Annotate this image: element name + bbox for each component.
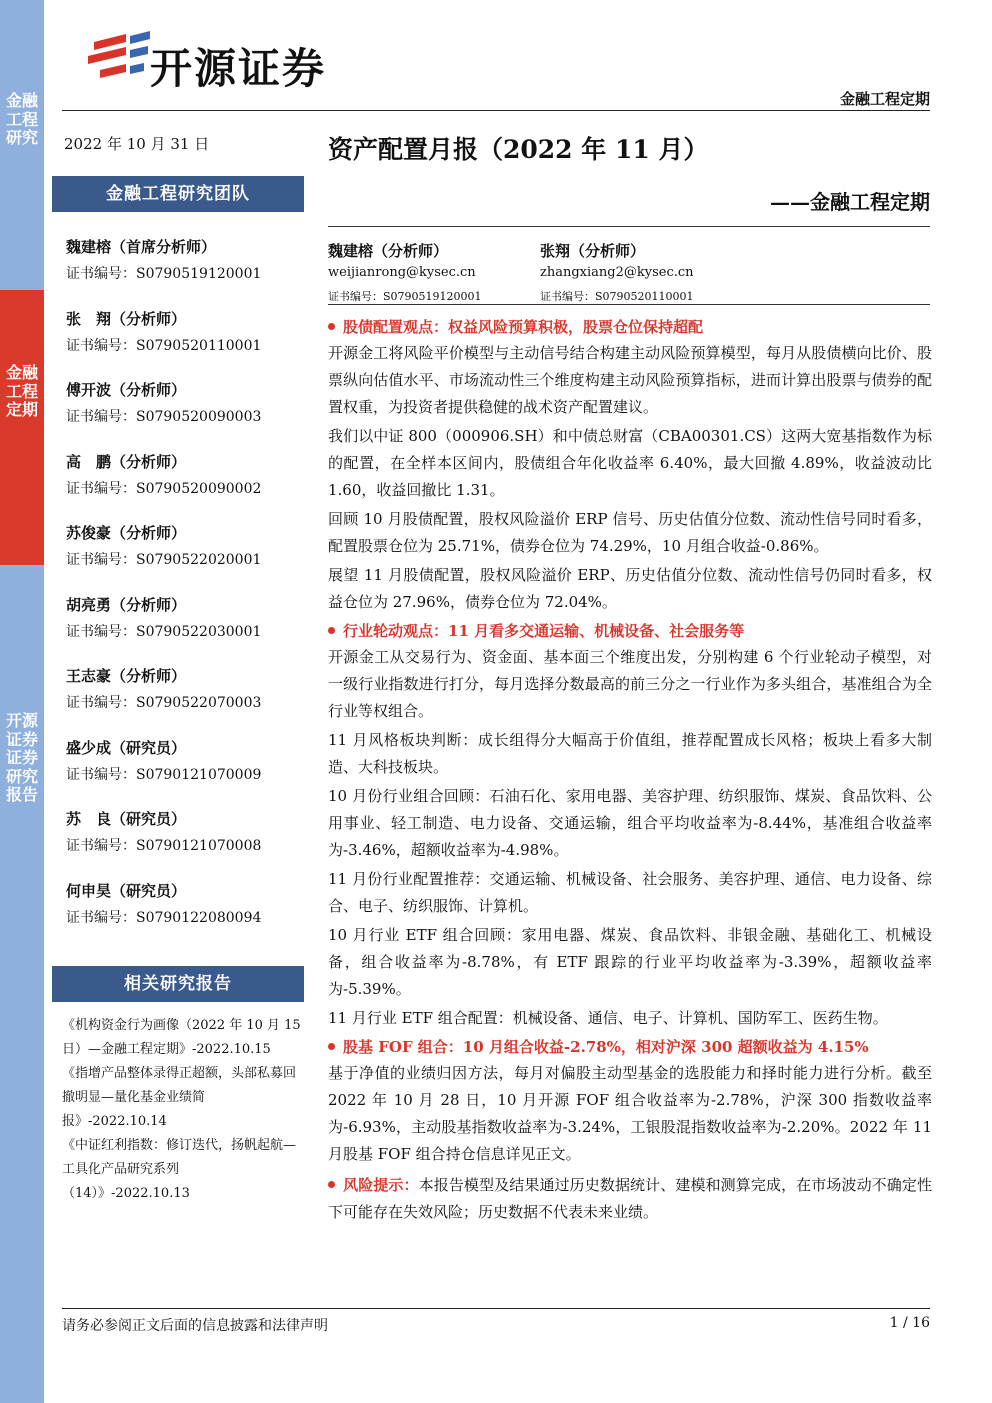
- team-member-cert: 证书编号：S0790520110001: [66, 337, 262, 354]
- bullet-icon: [328, 323, 335, 330]
- team-member-cert: 证书编号：S0790522070003: [66, 695, 262, 711]
- team-member-cert: 证书编号：S0790522030001: [66, 623, 262, 640]
- report-date: 2022 年 10 月 31 日: [64, 135, 210, 153]
- sidebar-mid-label: 金融工程定期: [5, 363, 38, 419]
- team-member-cert: 证书编号：S0790520090002: [66, 480, 262, 497]
- page-number: 1 / 16: [889, 1315, 930, 1331]
- section-paragraph: 我们以中证 800（000906.SH）和中债总财富（CBA00301.CS）这两大宽基指数作为标的配置，在全样本区间内，股债组合年化收益率 6.40%，最大回撤 4.89%，收益波动比 1.60，收益回撤比 1.31。: [328, 427, 932, 499]
- team-member-name: 张 翔（分析师）: [66, 309, 187, 328]
- author-divider: [328, 304, 930, 305]
- risk-label: 风险提示：: [343, 1176, 419, 1194]
- team-member-name: 傅开波（分析师）: [66, 381, 187, 399]
- sidebar-bottom-label: 开源证券 证券研究报告: [5, 711, 38, 804]
- section-paragraph: 10 月行业 ETF 组合回顾：家用电器、煤炭、食品饮料、非银金融、基础化工、机械设备，组合收益率为-8.78%，有 ETF 跟踪的行业平均收益率为-3.39%，超额收益率为-5.39%。: [328, 926, 932, 998]
- bullet-icon: [328, 627, 335, 634]
- author-email[interactable]: zhangxiang2@kysec.cn: [540, 265, 694, 280]
- risk-warning: [328, 1172, 932, 1226]
- section-paragraph: 10 月份行业组合回顾：石油石化、家用电器、美容护理、纺织服饰、煤炭、食品饮料、公用事业、轻工制造、电力设备、交通运输，组合平均收益率为-8.44%，基准组合收益率为-3.46%，超额收益率为-4.98%。: [328, 787, 932, 859]
- left-sidebar: [0, 0, 44, 1403]
- team-member-cert: 证书编号：S0790122080094: [66, 909, 262, 926]
- sidebar-top-label: 金融工程研究: [5, 91, 38, 147]
- section-paragraph: 11 月份行业配置推荐：交通运输、机械设备、社会服务、美容护理、通信、电力设备、综合、电子、纺织服饰、计算机。: [328, 870, 932, 915]
- bullet-icon: [328, 1181, 335, 1188]
- report-body: [328, 314, 932, 1226]
- team-member-name: 何申昊（研究员）: [66, 881, 187, 900]
- team-member-cert: 证书编号：S0790522020001: [66, 552, 262, 568]
- sidebar-red-segment: [0, 290, 44, 565]
- related-report-list: [62, 1014, 304, 1206]
- team-member-cert: 证书编号：S0790121070008: [66, 838, 262, 854]
- title-divider: [328, 226, 930, 227]
- related-report-item[interactable]: 《指增产品整体录得正超额，头部私募回撤明显—量化基金业绩简报》-2022.10.14: [62, 1066, 297, 1129]
- bullet-icon: [328, 1043, 335, 1050]
- section-paragraph: 开源金工将风险平价模型与主动信号结合构建主动风险预算模型，每月从股债横向比价、股票纵向估值水平、市场流动性三个维度构建主动风险预算指标，进而计算出股票与债券的配置权重，为投资者提供稳健的战术资产配置建议。: [328, 344, 932, 416]
- team-member-cert: 证书编号：S0790519120001: [66, 266, 262, 282]
- author-cert: 证书编号：S0790520110001: [540, 290, 694, 303]
- team-member-name: 盛少成（研究员）: [66, 738, 187, 757]
- brand-name: 开源证券: [150, 44, 327, 93]
- section-paragraph: 展望 11 月股债配置，股权风险溢价 ERP、历史估值分位数、流动性信号仍同时看多，权益仓位为 27.96%，债券仓位为 72.04%。: [328, 566, 932, 611]
- header-category: 金融工程定期: [839, 90, 930, 108]
- team-member-cert: 证书编号：S0790121070009: [66, 766, 262, 783]
- team-heading: 金融工程研究团队: [52, 176, 304, 212]
- section-heading: 股债配置观点：权益风险预算积极，股票仓位保持超配: [328, 314, 932, 340]
- author-name: 魏建榕（分析师）: [328, 242, 449, 260]
- section-heading: 行业轮动观点：11 月看多交通运输、机械设备、社会服务等: [328, 618, 932, 644]
- team-member-name: 苏 良（研究员）: [66, 810, 187, 828]
- team-member-name: 高 鹏（分析师）: [66, 452, 187, 471]
- related-report-item[interactable]: 《机构资金行为画像（2022 年 10 月 15 日）—金融工程定期》-2022.10.15: [62, 1018, 301, 1057]
- team-member-cert: 证书编号：S0790520090003: [66, 409, 262, 425]
- section-heading: 股基 FOF 组合：10 月组合收益-2.78%，相对沪深 300 超额收益为 4.15%: [328, 1034, 932, 1060]
- report-subtitle: ——金融工程定期: [770, 190, 930, 214]
- team-member-name: 王志豪（分析师）: [66, 667, 187, 685]
- author-email[interactable]: weijianrong@kysec.cn: [328, 265, 476, 280]
- team-member-name: 魏建榕（首席分析师）: [66, 238, 217, 256]
- footer-disclaimer: 请务必参阅正文后面的信息披露和法律声明: [62, 1318, 328, 1334]
- header-divider: [62, 110, 930, 111]
- section-paragraph: 开源金工从交易行为、资金面、基本面三个维度出发，分别构建 6 个行业轮动子模型，对一级行业指数进行打分，每月选择分数最高的前三分之一行业作为多头组合，基准组合为全行业等权组合。: [328, 648, 932, 720]
- footer-divider: [62, 1308, 930, 1309]
- risk-text: 本报告模型及结果通过历史数据统计、建模和测算完成，在市场波动不确定性下可能存在失效风险；历史数据不代表未来业绩。: [328, 1176, 932, 1221]
- section-paragraph: 11 月风格板块判断：成长组得分大幅高于价值组，推荐配置成长风格；板块上看多大制造、大科技板块。: [328, 731, 932, 776]
- related-report-item[interactable]: 《中证红利指数：修订迭代，扬帆起航—工具化产品研究系列（14）》-2022.10.13: [62, 1138, 297, 1201]
- author-name: 张翔（分析师）: [540, 242, 646, 260]
- related-heading: 相关研究报告: [52, 966, 304, 1002]
- section-paragraph: 回顾 10 月股债配置，股权风险溢价 ERP 信号、历史估值分位数、流动性信号同时看多，配置股票仓位为 25.71%，债券仓位为 74.29%，10 月组合收益-0.86%。: [328, 510, 932, 555]
- team-member-name: 胡亮勇（分析师）: [66, 595, 187, 614]
- report-title: 资产配置月报（2022 年 11 月）: [328, 135, 709, 164]
- section-paragraph: 基于净值的业绩归因方法，每月对偏股主动型基金的选股能力和择时能力进行分析。截至 2022 年 10 月 28 日，10 月开源 FOF 组合收益率为-2.78%，沪深 300 指数收益率为-6.93%，主动股基指数收益率为-3.24%，工银股混指数收益率为-2.20%。2022 年 11 月股基 FOF 组合持仓信息详见正文。: [328, 1064, 932, 1163]
- team-member-name: 苏俊豪（分析师）: [66, 524, 187, 542]
- author-cert: 证书编号：S0790519120001: [328, 290, 482, 303]
- section-paragraph: 11 月行业 ETF 组合配置：机械设备、通信、电子、计算机、国防军工、医药生物。: [328, 1009, 888, 1027]
